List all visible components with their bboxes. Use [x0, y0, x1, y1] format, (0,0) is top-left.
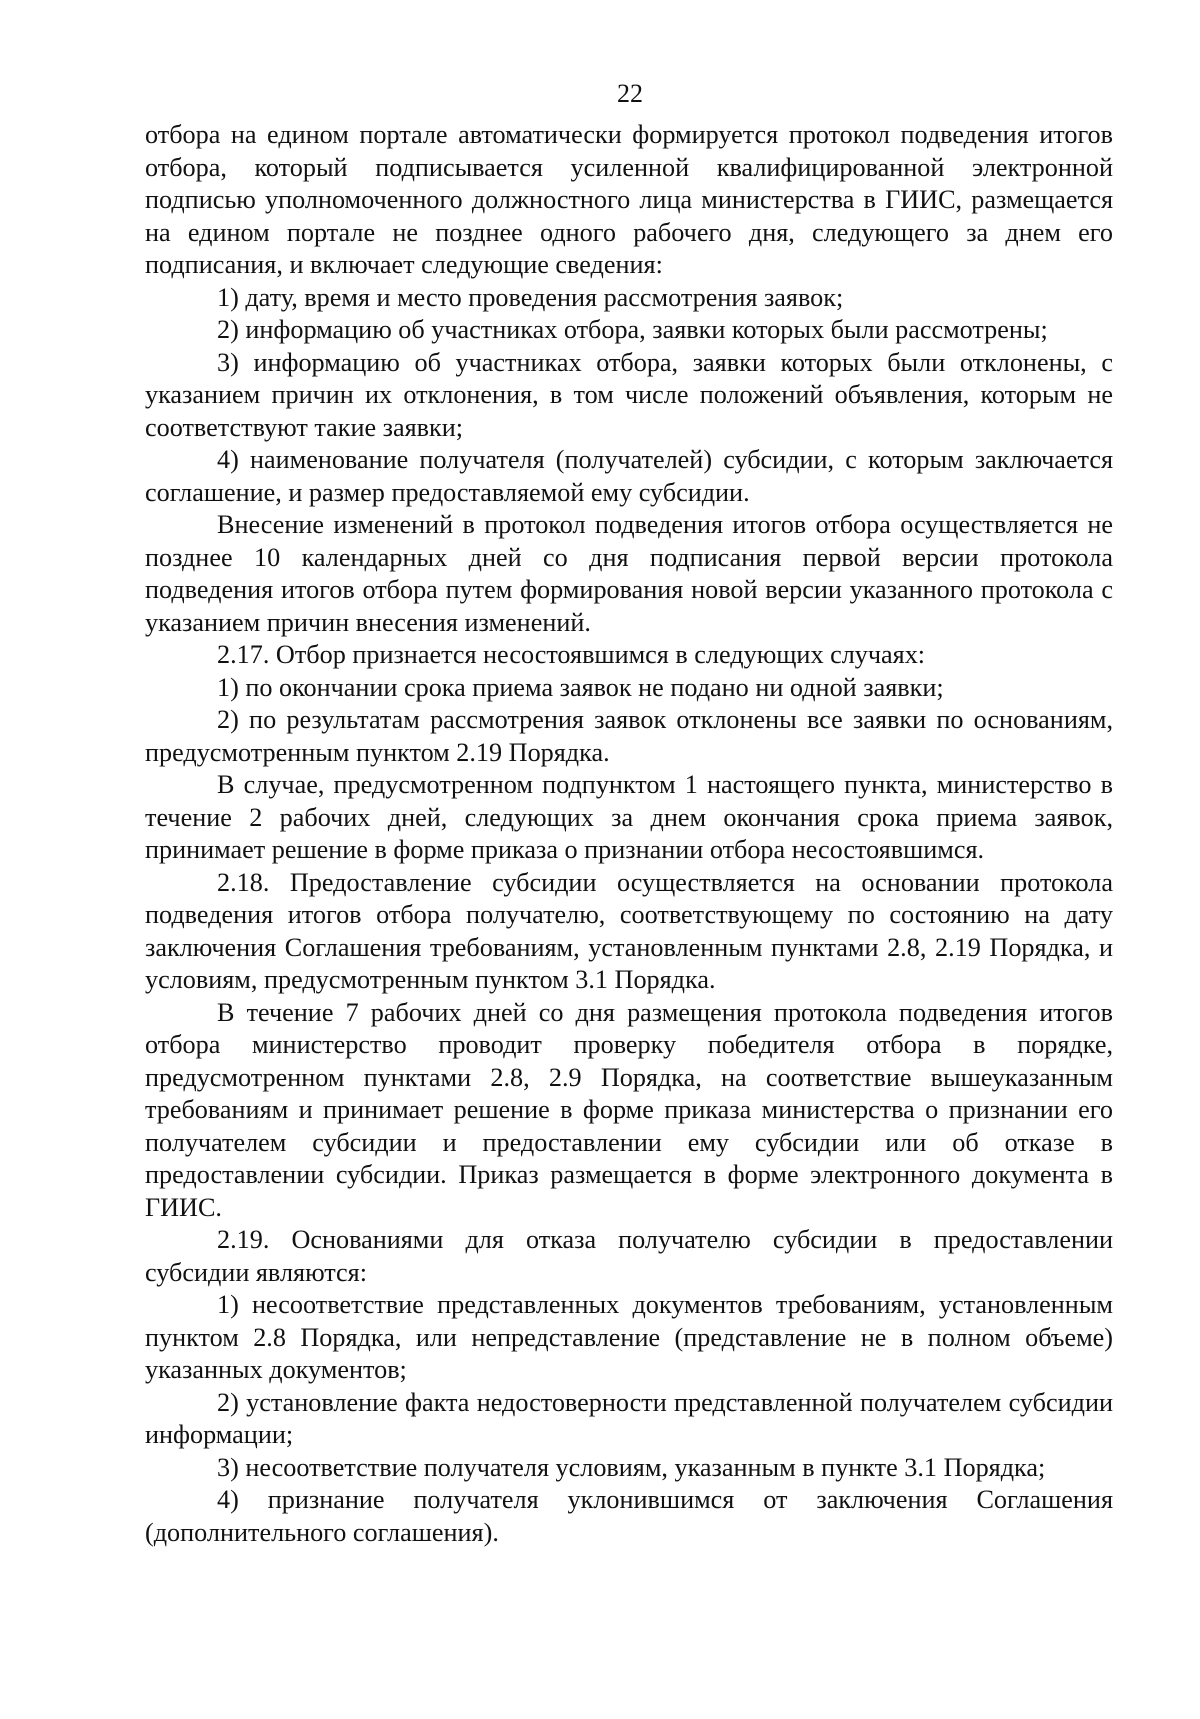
list-item: 3) несоответствие получателя условиям, указанным в пункте 3.1 Порядка; [217, 1452, 1046, 1482]
section-paragraph-2-19: 2.19. Основаниями для отказа получателю субсидии в предоставлении субсидии являются: [145, 1225, 1113, 1287]
document-body [145, 119, 1113, 1549]
paragraph: В случае, предусмотренном подпунктом 1 настоящего пункта, министерство в течение 2 рабочих дней, следующих за днем окончания срока приема заявок, принимает решение в форме приказа о признании отбора несостоявшимся. [145, 770, 1113, 864]
list-item: 1) дату, время и место проведения рассмотрения заявок; [217, 282, 844, 312]
paragraph: отбора на едином портале автоматически формируется протокол подведения итогов отбора, который подписывается усиленной квалифицированной электронной подписью уполномоченного должностного лица министерства в ГИИС, размещается на едином портале не позднее одного рабочего дня, следующего за днем его подписания, и включает следующие сведения: [145, 120, 1113, 279]
list-item: 2) установление факта недостоверности представленной получателем субсидии информации; [145, 1387, 1113, 1449]
list-item: 2) по результатам рассмотрения заявок отклонены все заявки по основаниям, предусмотренным пунктом 2.19 Порядка. [145, 705, 1113, 767]
list-item: 4) наименование получателя (получателей) субсидии, с которым заключается соглашение, и размер предоставляемой ему субсидии. [145, 445, 1113, 507]
list-item: 1) несоответствие представленных документов требованиям, установленным пунктом 2.8 Порядка, или непредставление (представление не в полном объеме) указанных документов; [145, 1290, 1113, 1384]
paragraph: Внесение изменений в протокол подведения итогов отбора осуществляется не позднее 10 календарных дней со дня подписания первой версии протокола подведения итогов отбора путем формирования новой версии указанного протокола с указанием причин внесения изменений. [145, 510, 1113, 637]
page-number: 22 [617, 79, 643, 108]
list-item: 1) по окончании срока приема заявок не подано ни одной заявки; [217, 672, 944, 702]
list-item: 2) информацию об участниках отбора, заявки которых были рассмотрены; [217, 315, 1048, 344]
paragraph: В течение 7 рабочих дней со дня размещения протокола подведения итогов отбора министерство проводит проверку победителя отбора в порядке, предусмотренном пунктами 2.8, 2.9 Порядка, на соответствие вышеуказанным требованиям и принимает решение в форме приказа министерства о признании его получателем субсидии и предоставлении ему субсидии или об отказе в предоставлении субсидии. Приказ размещается в форме электронного документа в ГИИС. [145, 997, 1113, 1222]
section-paragraph-2-17: 2.17. Отбор признается несостоявшимся в следующих случаях: [217, 640, 926, 669]
list-item: 4) признание получателя уклонившимся от заключения Соглашения (дополнительного соглашения). [145, 1485, 1113, 1547]
list-item: 3) информацию об участниках отбора, заявки которых были отклонены, с указанием причин их отклонения, в том числе положений объявления, которым не соответствуют такие заявки; [145, 347, 1113, 442]
section-paragraph-2-18: 2.18. Предоставление субсидии осуществляется на основании протокола подведения итогов отбора получателю, соответствующему по состоянию на дату заключения Соглашения требованиям, установленным пунктами 2.8, 2.19 Порядка, и условиям, предусмотренным пунктом 3.1 Порядка. [145, 867, 1113, 994]
